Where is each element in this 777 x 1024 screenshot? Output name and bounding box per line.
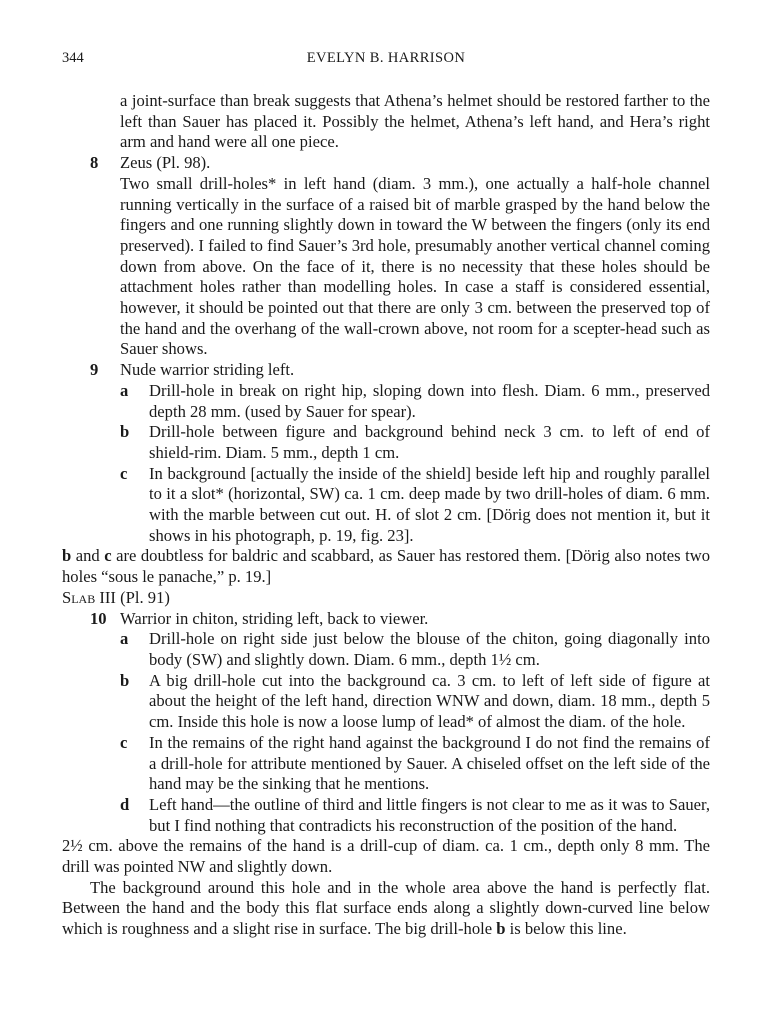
background-paragraph [62, 878, 710, 940]
entry-number: 10 [90, 608, 107, 628]
ref-letter: b [496, 919, 506, 939]
sub-entry-text: In background [actually the inside of the shield] beside left hip and roughly parallel to it a slot* (horizontal, SW) ca. 1 cm. deep made by two drill-holes of diam. 6 mm. with the marble between cut out. H. of slot 2 cm. [Dörig does not mention it, but it shows in his photograph, p. 19, fig. 23]. [149, 463, 710, 545]
slab-heading [62, 588, 710, 609]
sub-entry [62, 629, 710, 670]
sub-entry-letter: c [120, 463, 128, 483]
paragraph-text: The background around this hole and in the whole area above the hand is perfectly flat. Between the hand and the body this flat surface ends along a slightly down-curved line below which is roughness and a slight rise in surface. The big drill-hole [62, 877, 710, 939]
sub-entry-text: Drill-hole in break on right hip, sloping down into flesh. Diam. 6 mm., preserved depth 28 mm. (used by Sauer for spear). [149, 380, 710, 421]
sub-entry-letter: b [120, 422, 130, 442]
sub-entry-letter: a [120, 380, 129, 400]
sub-entry [62, 795, 710, 836]
sub-entry-letter: b [120, 670, 130, 690]
paragraph-end: is below this line. [505, 919, 627, 939]
entry-10 [62, 609, 710, 630]
entry-number: 9 [90, 360, 99, 380]
entry-8-text: Two small drill-holes* in left hand (diam. 3 mm.), one actually a half-hole channel running vertically in the surface of a raised bit of marble grasped by the hand below the fingers and one running slightly down in toward the W between the fingers (only its end preserved). I failed to find Sauer’s 3rd hole, presumably another vertical channel coming down from above. On the face of it, there is no necessity that these holes should be attachment holes rather than modelling holes. In case a staff is considered essential, however, it should be pointed out that there are only 3 cm. between the preserved top of the hand and the overhang of the wall-crown above, not room for a scepter-head such as Sauer shows. [120, 173, 710, 359]
sub-entry [62, 422, 710, 463]
entry-title: Warrior in chiton, striding left, back to viewer. [120, 608, 429, 628]
slab-plate: III (Pl. 91) [95, 587, 170, 607]
ref-letter: c [104, 546, 112, 566]
page-number: 344 [62, 50, 84, 66]
drill-cup-paragraph: 2½ cm. above the remains of the hand is a drill-cup of diam. ca. 1 cm., depth only 8 mm. The drill was pointed NW and slightly down. [62, 836, 710, 877]
sub-entry-text: Drill-hole on right side just below the blouse of the chiton, going diagonally into body (SW) and slightly down. Diam. 6 mm., depth 1½ cm. [149, 629, 710, 669]
sub-entry-letter: d [120, 794, 130, 814]
page-body [62, 91, 710, 940]
note-text: are doubtless for baldric and scabbard, as Sauer has restored them. [Dörig also notes two holes “sous le panache,” p. 19.] [62, 546, 710, 587]
note-paragraph [62, 546, 710, 587]
entry-9 [62, 360, 710, 381]
continued-paragraph: a joint-surface than break suggests that Athena’s helmet should be restored farther to the left than Sauer has placed it. Possibly the helmet, Athena’s left hand, and Hera’s right arm and hand were all one piece. [120, 91, 710, 152]
entry-title: Zeus (Pl. 98). [120, 153, 211, 173]
sub-entry-text: In the remains of the right hand against the background I do not find the remains of a drill-hole for attribute mentioned by Sauer. A chiseled offset on the left side of the hand may be the sinking that he mentions. [149, 732, 710, 794]
entry-8 [62, 153, 710, 174]
conjunction: and [71, 546, 105, 566]
running-header [62, 50, 710, 74]
sub-entry [62, 671, 710, 733]
running-head-author: EVELYN B. HARRISON [306, 50, 466, 66]
ref-letter: b [62, 546, 72, 566]
sub-entry [62, 381, 710, 422]
sub-entry-text: Drill-hole between figure and background behind neck 3 cm. to left of end of shield-rim. Diam. 5 mm., depth 1 cm. [149, 422, 710, 462]
sub-entry [62, 464, 710, 547]
entry-title: Nude warrior striding left. [120, 360, 295, 380]
sub-entry-text: Left hand—the outline of third and little fingers is not clear to me as it was to Sauer, but I find nothing that contradicts his reconstruction of the position of the hand. [149, 794, 710, 835]
sub-entry-text: A big drill-hole cut into the background ca. 3 cm. to left of left side of figure at about the height of the left hand, direction WNW and down, diam. 18 mm., depth 5 cm. Inside this hole is now a loose lump of lead* of almost the diam. of the hole. [149, 670, 710, 732]
entry-number: 8 [90, 153, 99, 173]
sub-entry-letter: a [120, 629, 129, 649]
sub-entry-letter: c [120, 732, 128, 752]
sub-entry [62, 733, 710, 795]
slab-label: Slab [62, 587, 96, 607]
